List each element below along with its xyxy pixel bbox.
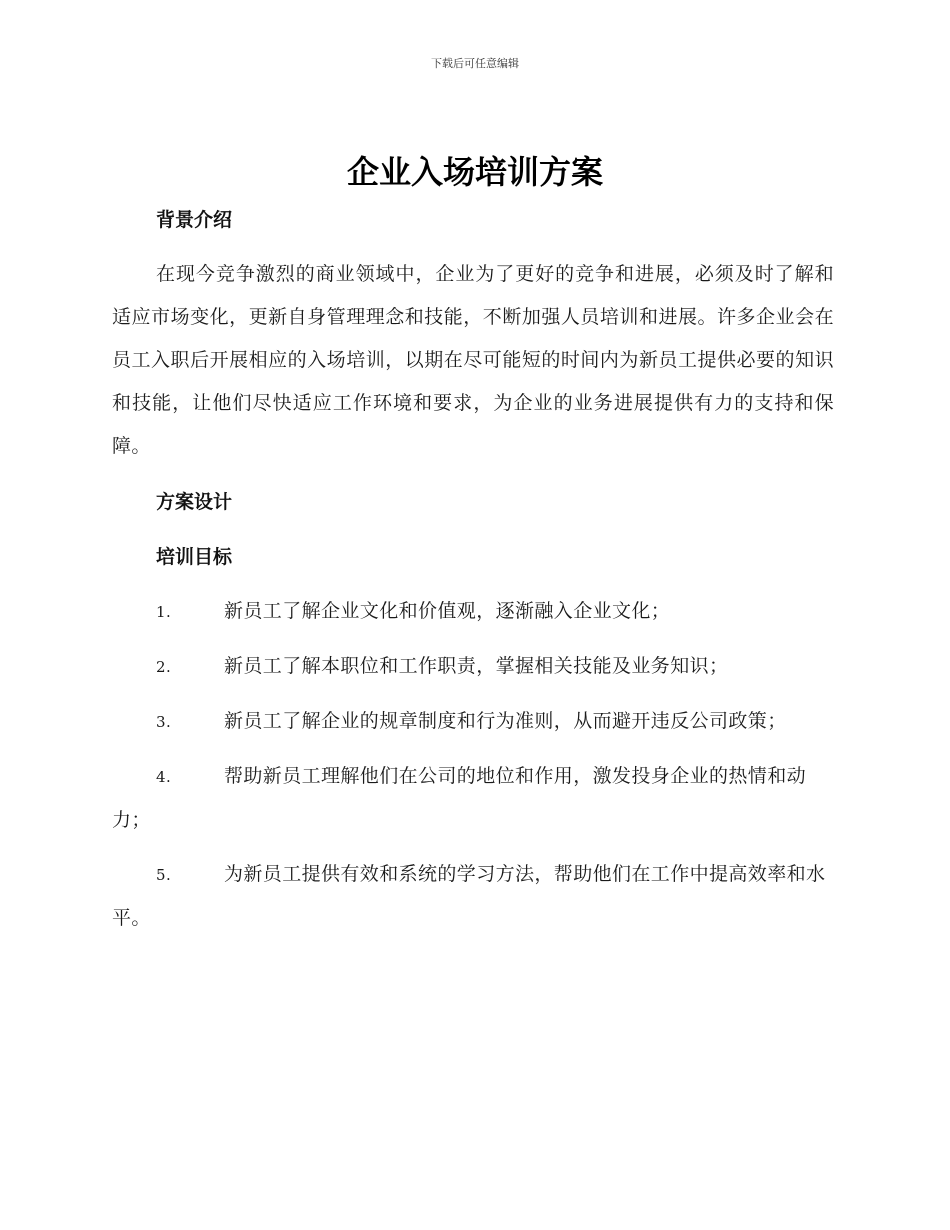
goal-item-4 (112, 755, 834, 842)
document-body (112, 198, 834, 940)
goal-item-3 (112, 700, 834, 744)
goal-text: 新员工了解企业文化和价值观，逐渐融入企业文化； (224, 600, 671, 622)
document-title: 企业入场培训方案 (346, 153, 603, 191)
goal-text: 为新员工提供有效和系统的学习方法，帮助他们在工作中提高效率和水平。 (112, 863, 826, 929)
goals-heading: 培训目标 (156, 546, 233, 568)
goal-item-2 (112, 645, 834, 689)
page-header-note: 下载后可任意编辑 (431, 57, 519, 70)
goal-number: 3. (156, 713, 172, 731)
goal-text: 帮助新员工理解他们在公司的地位和作用，激发投身企业的热情和动力； (112, 765, 807, 831)
goal-text: 新员工了解企业的规章制度和行为准则，从而避开违反公司政策； (224, 710, 787, 732)
goal-item-5 (112, 853, 834, 940)
goal-item-1 (112, 590, 834, 634)
goal-number: 5. (156, 866, 172, 884)
background-paragraph: 在现今竞争激烈的商业领域中，企业为了更好的竞争和进展，必须及时了解和适应市场变化，更新自身管理理念和技能，不断加强人员培训和进展。许多企业会在员工入职后开展相应的入场培训，以期在尽可能短的时间内为新员工提供必要的知识和技能，让他们尽快适应工作环境和要求，为企业的业务进展提供有力的支持和保障。 (112, 263, 834, 457)
goal-text: 新员工了解本职位和工作职责，掌握相关技能及业务知识； (224, 655, 729, 677)
goal-number: 1. (156, 603, 172, 621)
design-heading: 方案设计 (156, 491, 233, 513)
background-heading: 背景介绍 (156, 209, 233, 231)
goal-number: 2. (156, 658, 172, 676)
goal-number: 4. (156, 768, 172, 786)
